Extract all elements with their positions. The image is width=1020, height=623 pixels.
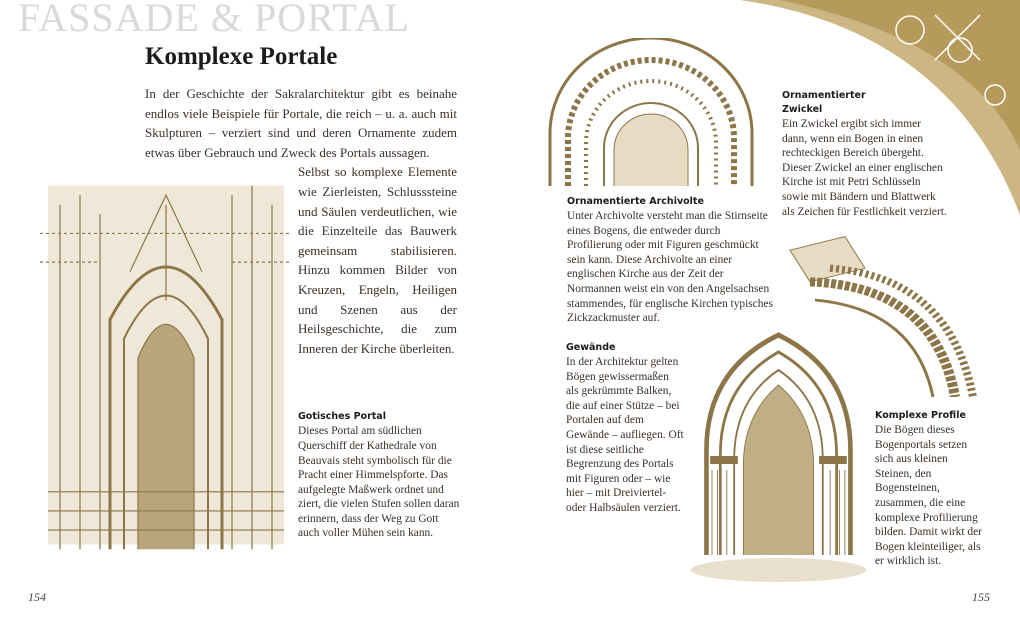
caption-heading: Gotisches Portal (298, 411, 386, 423)
caption-heading: Komplexe Profile (875, 410, 966, 421)
jamb-portal-engraving (688, 330, 868, 582)
caption-text: Die Bögen dieses Bogenportals setzen sich aus kleinen Steinen, den Bogensteinen, zusammen, die eine komplexe Profilierung bilden. Damit wirkt der Bogen kleinteiliger, als er wirklich ist. (875, 424, 982, 568)
caption-text: In der Architektur gelten Bögen gewissermaßen als gekrümmte Balken, die auf einer Stütze – bei Portalen auf dem Gewände – aufliegen. Oft ist diese seitliche Begrenzung des Portals mit Figuren oder – wie hier – mit Dreiviertel- oder Halbsäulen verziert. (566, 356, 684, 514)
intro-paragraph-continued: Selbst so komplexe Elemente wie Zierleisten, Schlusssteine und Säulen verdeutlichen, wie die Einzelteile das Bauwerk gemeinsam stabilisieren. Hinzu kommen Bilder von Kreuzen, Engeln, Heiligen und Szenen aus der Heilsgeschichte, die zum Inneren der Kirche überleiten. (298, 164, 457, 356)
archivolt-engraving (540, 38, 762, 186)
caption-gothic-portal (298, 410, 460, 541)
intro-paragraph: In der Geschichte der Sakralarchitektur gibt es beinahe endlos viele Beispiele für Portale, die reich – u. a. auch mit Skulpturen – verziert sind und deren Ornamente zudem etwas über Gebrauch und Zweck des Portals aussagen. (145, 86, 457, 160)
caption-complex-profiles (875, 409, 987, 569)
caption-text: Unter Archivolte versteht man die Stirnseite eines Bogens, die entweder durch Profilierung oder mit Figuren geschmückt sein kann. Diese Archivolte an einer englischen Kirche aus der Zeit der Normannen weist ein von den Angelsachsen stammendes, für englische Kirchen typisches Zickzackmuster auf. (567, 210, 773, 325)
page-title: Komplexe Portale (145, 43, 338, 70)
section-ghost-title: FASSADE & PORTAL (18, 0, 410, 40)
caption-archivolt (567, 195, 777, 326)
page-number-left: 154 (28, 590, 46, 604)
caption-heading: Gewände (566, 342, 616, 353)
left-text-column (145, 84, 460, 541)
caption-jamb (566, 341, 684, 516)
caption-text: Dieses Portal am südlichen Querschiff der Kathedrale von Beauvais steht symbolisch für die Pracht einer Himmelspforte. Das aufgelegte Maßwerk ordnet und ziert, die vielen Stufen sollen daran erinnern, dass der Weg zu Gott auch voller Mühen sein kann. (298, 425, 460, 540)
caption-heading: Ornamentierter Zwickel (782, 90, 866, 115)
caption-heading: Ornamentierte Archivolte (567, 196, 704, 207)
caption-spandrel (782, 89, 947, 219)
page-number-right: 155 (972, 590, 990, 604)
caption-text: Ein Zwickel ergibt sich immer dann, wenn ein Bogen in einen rechteckigen Bereich übergeht. Dieser Zwickel an einer englischen Kirche ist mit Petri Schlüsseln sowie mit Bändern und Blattwerk als Zeichen für Festlichkeit verziert. (782, 118, 947, 218)
